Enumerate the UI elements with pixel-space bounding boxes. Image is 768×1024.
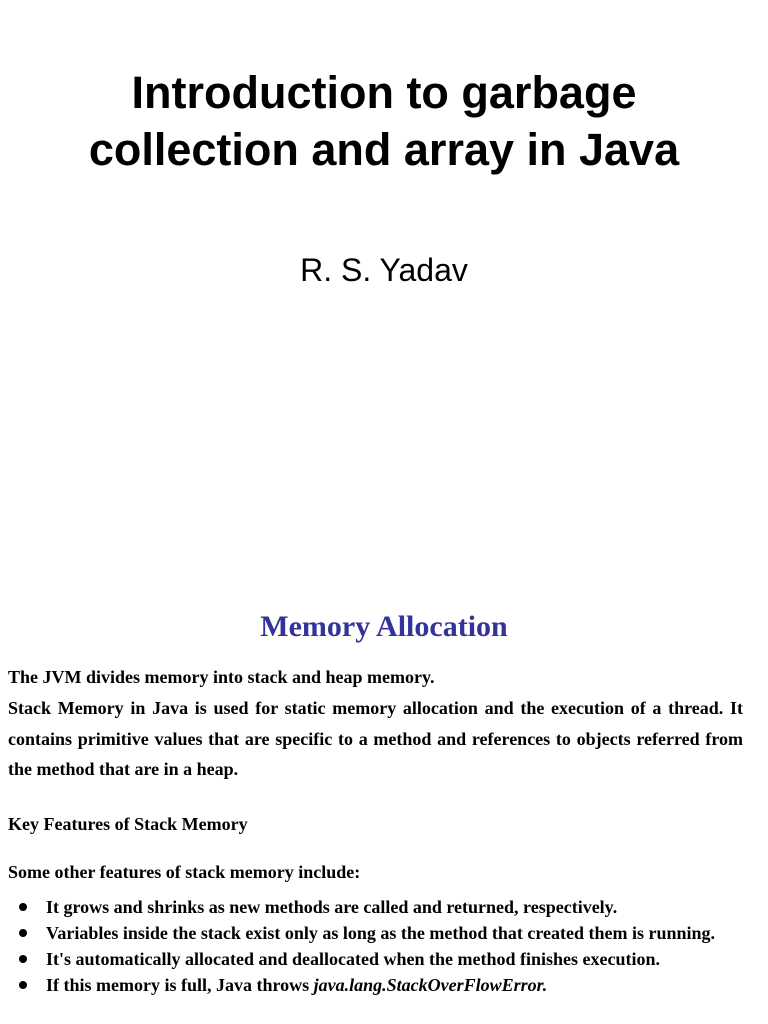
title-line-1: Introduction to garbage	[131, 67, 637, 118]
list-item-text: It's automatically allocated and deallocated when the method finishes execution.	[46, 949, 660, 969]
subheading: Key Features of Stack Memory	[8, 814, 248, 834]
author-name: R. S. Yadav	[300, 252, 468, 288]
bullet-icon	[19, 903, 27, 911]
section-heading: Memory Allocation	[260, 610, 508, 643]
bullet-icon	[19, 955, 27, 963]
page-title	[0, 64, 768, 178]
list-item-text: Variables inside the stack exist only as long as the method that created them is running.	[46, 923, 716, 943]
bullet-icon	[19, 929, 27, 937]
list-item-text: If this memory is full, Java throws	[46, 975, 314, 995]
stack-description-paragraph: Stack Memory in Java is used for static memory allocation and the execution of a thread. It contains primitive values that are specific to a method and references to objects referred from the method that are in a heap.	[8, 698, 743, 779]
list-item	[8, 972, 743, 998]
list-item	[8, 946, 743, 972]
list-item	[8, 894, 743, 920]
error-name: java.lang.StackOverFlowError.	[313, 975, 548, 995]
list-item	[8, 920, 743, 946]
features-list	[8, 894, 743, 998]
title-line-2: collection and array in Java	[88, 124, 680, 175]
features-intro: Some other features of stack memory include:	[8, 862, 361, 882]
bullet-icon	[19, 981, 27, 989]
intro-paragraph: The JVM divides memory into stack and heap memory.	[8, 667, 435, 687]
list-item-text: It grows and shrinks as new methods are called and returned, respectively.	[46, 897, 618, 917]
